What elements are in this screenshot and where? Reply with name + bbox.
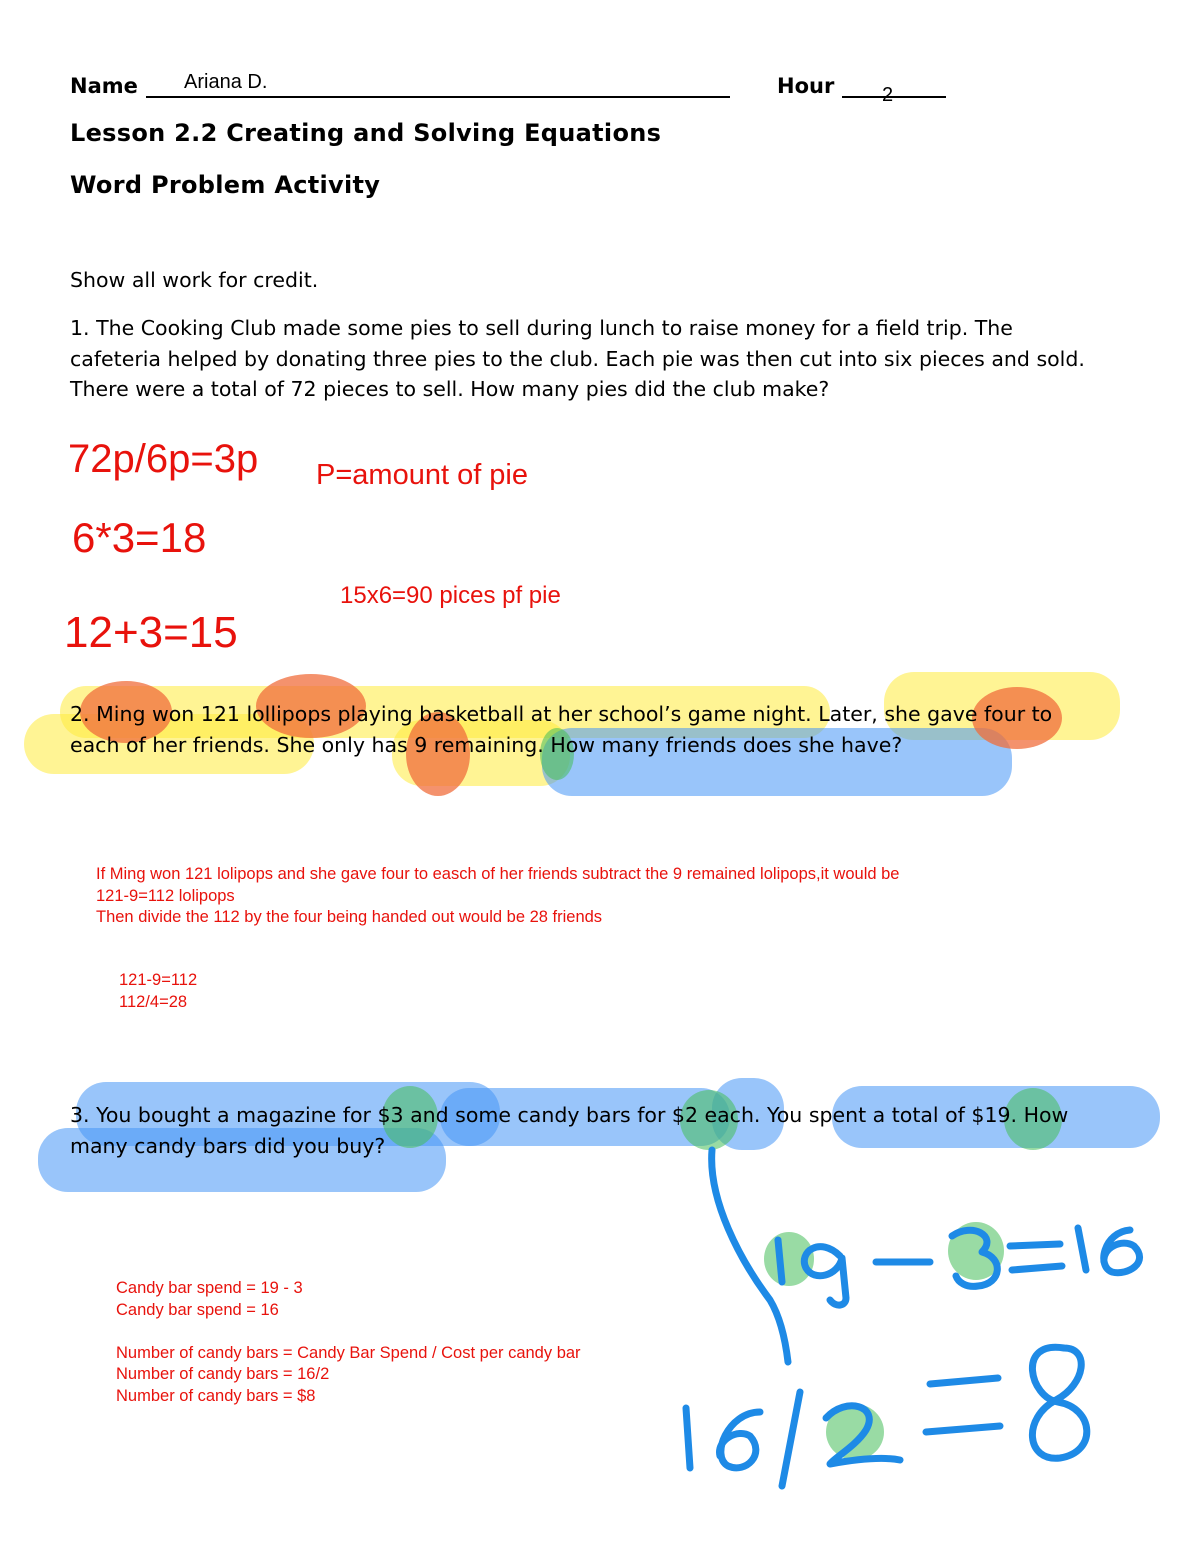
problem-1-line: cafeteria helped by donating three pies to the club. Each pie was then cut into six pieces and sold. [70, 346, 1085, 371]
p2-explanation-line: If Ming won 121 lolipops and she gave four to easch of her friends subtract the 9 remained lolipops,it would be [96, 865, 900, 883]
activity-title: Word Problem Activity [70, 171, 381, 199]
p1-equation-3: 12+3=15 [64, 608, 238, 657]
instructions: Show all work for credit. [70, 268, 319, 292]
p2-explanation-line: 121-9=112 lolipops [96, 886, 235, 905]
hour-value: 2 [882, 84, 894, 106]
p2-explanation-line: Then divide the 112 by the four being handed out would be 28 friends [96, 908, 603, 926]
lesson-title: Lesson 2.2 Creating and Solving Equations [70, 119, 662, 147]
p3-work-line: Candy bar spend = 16 [116, 1300, 279, 1319]
p1-equation-2: 6*3=18 [72, 514, 207, 561]
p3-work-line: Number of candy bars = Candy Bar Spend / Cost per candy bar [116, 1343, 581, 1362]
p2-equation: 112/4=28 [119, 992, 188, 1011]
problem-1-line: There were a total of 72 pieces to sell. How many pies did the club make? [70, 377, 830, 401]
problem-3-line: many candy bars did you buy? [70, 1133, 386, 1158]
problem-2-line: each of her friends. She only has 9 remaining. How many friends does she have? [70, 732, 903, 757]
ink-equation-16-2-8 [686, 1347, 1087, 1486]
p1-equation-1: 72p/6p=3p [68, 437, 259, 481]
problem-3-line: 3. You bought a magazine for $3 and some candy bars for $2 each. You spent a total of $19. How [70, 1103, 1069, 1127]
name-value: Ariana D. [184, 71, 268, 93]
p3-work-line: Number of candy bars = $8 [116, 1386, 316, 1405]
p1-note: 15x6=90 pices pf pie [340, 582, 561, 609]
p2-equation: 121-9=112 [119, 971, 198, 989]
p3-work-line: Number of candy bars = 16/2 [116, 1365, 330, 1383]
ink-equation-19-3-16 [778, 1228, 1140, 1305]
p3-work-line: Candy bar spend = 19 - 3 [116, 1279, 303, 1297]
problem-2-line: 2. Ming won 121 lollipops playing basketball at her school’s game night. Later, she gave four to [70, 702, 1053, 726]
name-label: Name [70, 74, 138, 98]
problem-1-line: 1. The Cooking Club made some pies to sell during lunch to raise money for a field trip. The [70, 316, 1013, 340]
hour-label: Hour [777, 74, 835, 98]
p1-variable-definition: P=amount of pie [316, 459, 529, 491]
